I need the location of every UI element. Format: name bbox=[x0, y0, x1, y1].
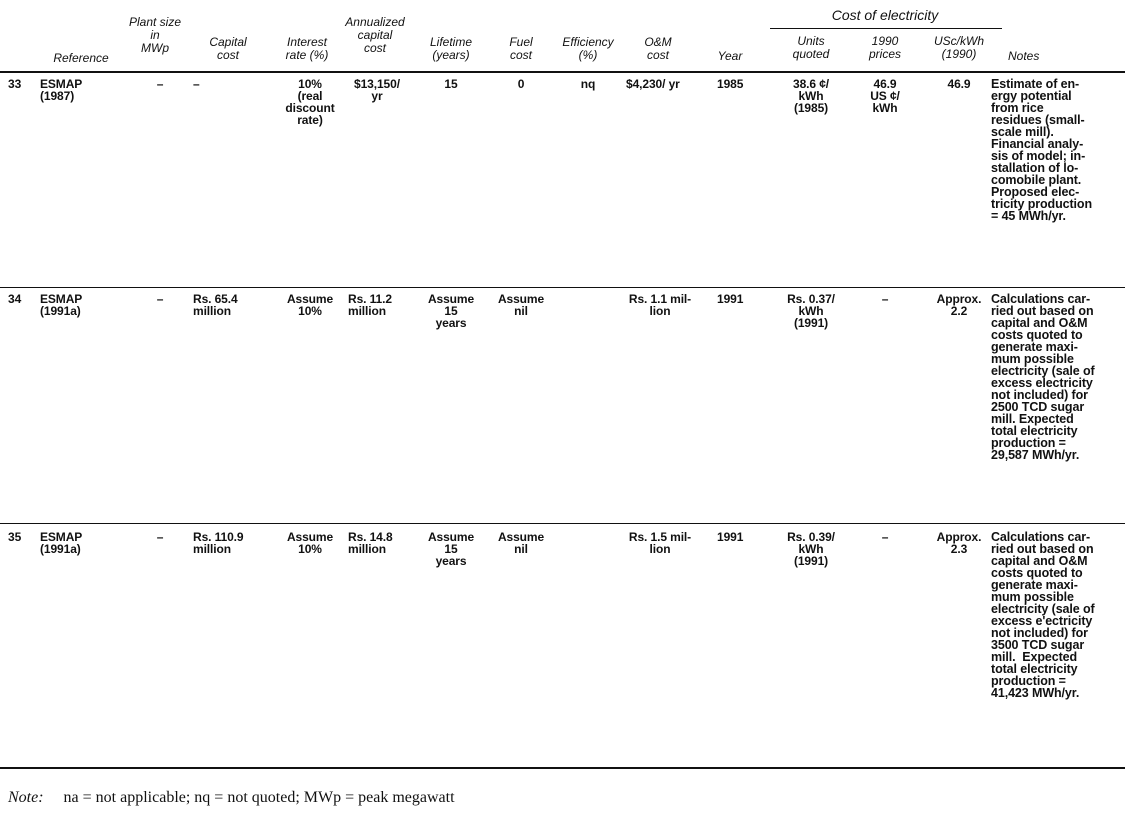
header-fuel-cost: Fuel cost bbox=[509, 35, 533, 62]
row-34-usc-kwh: Approx. 2.2 bbox=[936, 292, 982, 318]
header-lifetime: Lifetime (years) bbox=[429, 35, 473, 62]
row-34-om-cost: Rs. 1.1 mil- lion bbox=[628, 292, 692, 318]
row-35-number: 35 bbox=[8, 530, 22, 544]
footnote-text: na = not applicable; nq = not quoted; MWp = peak megawatt bbox=[63, 789, 455, 806]
table-bottom-rule bbox=[0, 767, 1125, 769]
footnote bbox=[8, 789, 455, 807]
header-notes: Notes bbox=[1008, 49, 1040, 63]
header-om-cost: O&M cost bbox=[644, 35, 672, 62]
row-35-units-quoted: Rs. 0.39/ kWh (1991) bbox=[787, 530, 835, 568]
row-35-fuel-cost: Assume nil bbox=[497, 530, 545, 556]
row-35-1990-prices: – bbox=[881, 530, 889, 544]
row-33-usc-kwh: 46.9 bbox=[947, 77, 971, 91]
cost-group-rule bbox=[770, 28, 1002, 29]
row-35-usc-kwh: Approx. 2.3 bbox=[936, 530, 982, 556]
row-33-om-cost: $4,230/ yr bbox=[626, 77, 680, 91]
row-34-capital-cost: Rs. 65.4 million bbox=[193, 292, 238, 318]
row-33-reference: ESMAP (1987) bbox=[40, 77, 83, 103]
row-35-plant-size: – bbox=[156, 530, 164, 544]
row-33-plant-size: – bbox=[156, 77, 164, 91]
row-33-fuel-cost: 0 bbox=[517, 77, 525, 91]
row-34-units-quoted: Rs. 0.37/ kWh (1991) bbox=[787, 292, 835, 330]
header-cost-group: Cost of electricity bbox=[831, 7, 939, 23]
row-34-plant-size: – bbox=[156, 292, 164, 306]
row-34-fuel-cost: Assume nil bbox=[497, 292, 545, 318]
header-plant-size: Plant size in MWp bbox=[128, 15, 182, 55]
row-33-year: 1985 bbox=[717, 77, 744, 91]
row-35-capital-cost: Rs. 110.9 million bbox=[193, 530, 244, 556]
row-33-capital-cost: – bbox=[193, 77, 200, 91]
row-33-lifetime: 15 bbox=[444, 77, 458, 91]
row-35-notes: Calculations car- ried out based on capital and O&M costs quoted to generate maxi- mum possible electricity (sale of excess e'ectricity not included) for 3500 TCD sugar mill. Expected total electricity production = 41,423 MWh/yr. bbox=[991, 530, 1095, 700]
header-interest-rate: Interest rate (%) bbox=[285, 35, 329, 62]
row-33-1990-prices: 46.9 US ¢/ kWh bbox=[870, 77, 900, 115]
row-33-number: 33 bbox=[8, 77, 22, 91]
row-34-reference: ESMAP (1991a) bbox=[40, 292, 83, 318]
header-capital-cost: Capital cost bbox=[209, 35, 247, 62]
row-33-units-quoted: 38.6 ¢/ kWh (1985) bbox=[793, 77, 829, 115]
row-33-annualized-cost: $13,150/ yr bbox=[354, 77, 400, 103]
header-efficiency: Efficiency (%) bbox=[562, 35, 614, 62]
row-35-lifetime: Assume 15 years bbox=[427, 530, 475, 568]
row-35-om-cost: Rs. 1.5 mil- lion bbox=[628, 530, 692, 556]
row-33-efficiency: nq bbox=[580, 77, 596, 91]
header-reference: Reference bbox=[53, 51, 109, 65]
row-33-interest-rate: 10% (real discount rate) bbox=[285, 77, 335, 127]
row-34-rule bbox=[0, 523, 1125, 524]
footnote-label: Note: bbox=[8, 789, 44, 806]
row-33-rule bbox=[0, 287, 1125, 288]
header-year: Year bbox=[717, 49, 743, 63]
header-annualized-capital-cost: Annualized capital cost bbox=[345, 15, 405, 55]
header-rule bbox=[0, 71, 1125, 73]
row-35-interest-rate: Assume 10% bbox=[286, 530, 334, 556]
row-34-lifetime: Assume 15 years bbox=[427, 292, 475, 330]
row-35-year: 1991 bbox=[717, 530, 744, 544]
header-usc-kwh: USc/kWh (1990) bbox=[933, 34, 984, 61]
row-34-interest-rate: Assume 10% bbox=[286, 292, 334, 318]
header-units-quoted: Units quoted bbox=[792, 34, 830, 61]
row-35-annualized-cost: Rs. 14.8 million bbox=[348, 530, 393, 556]
row-35-reference: ESMAP (1991a) bbox=[40, 530, 83, 556]
row-34-year: 1991 bbox=[717, 292, 744, 306]
row-34-1990-prices: – bbox=[881, 292, 889, 306]
row-34-notes: Calculations car- ried out based on capital and O&M costs quoted to generate maxi- mum possible electricity (sale of excess electricity not included) for 2500 TCD sugar mill. Expected total electricity production = 29,587 MWh/yr. bbox=[991, 292, 1095, 462]
row-34-number: 34 bbox=[8, 292, 22, 306]
row-33-notes: Estimate of en- ergy potential from rice residues (small- scale mill). Financial analy- sis of model; in- stallation of lo- comobile plant. Proposed elec- tricity production = 45 MWh/yr. bbox=[991, 77, 1092, 223]
header-1990-prices: 1990 prices bbox=[868, 34, 901, 61]
row-34-annualized-cost: Rs. 11.2 million bbox=[348, 292, 392, 318]
